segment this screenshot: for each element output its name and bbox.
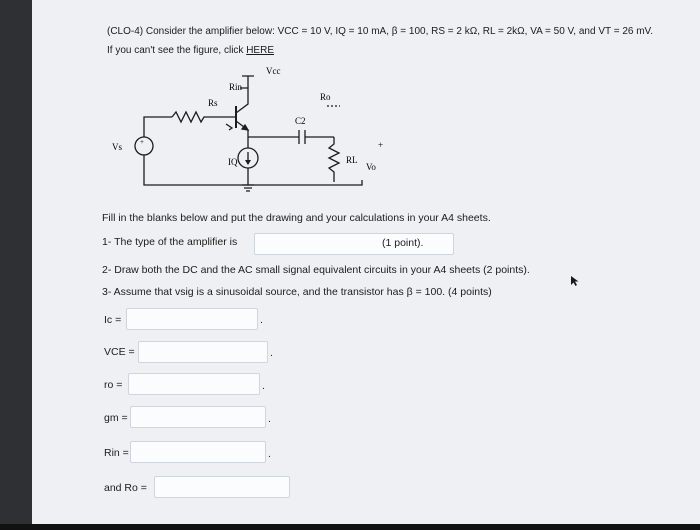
ro-label: Ro xyxy=(320,92,331,102)
ro-field[interactable] xyxy=(128,373,260,395)
vs-label: Vs xyxy=(112,142,123,152)
ic-label: Ic = xyxy=(104,314,122,326)
vce-field[interactable] xyxy=(138,341,268,363)
figure-note-text: If you can't see the figure, click xyxy=(107,45,244,56)
q1-label: 1- The type of the amplifier is xyxy=(102,236,238,248)
vo-plus: + xyxy=(378,140,384,150)
rin-suffix: . xyxy=(268,448,271,460)
vo-label: Vo xyxy=(366,162,376,172)
ic-field[interactable] xyxy=(126,308,258,330)
q3-text: 3- Assume that vsig is a sinusoidal source, and the transistor has β = 100. (4 points) xyxy=(102,286,492,298)
figure-link[interactable]: HERE xyxy=(246,45,274,56)
source-plus: + xyxy=(140,138,144,146)
figure-note xyxy=(107,45,274,56)
q1-points: (1 point). xyxy=(382,237,424,249)
vcc-label: Vcc xyxy=(266,66,281,76)
vce-suffix: . xyxy=(270,347,273,359)
iq-label: IQ xyxy=(228,157,238,167)
rs-label: Rs xyxy=(208,98,218,108)
current-arrow-icon xyxy=(245,160,251,165)
ic-suffix: . xyxy=(260,314,263,326)
gm-suffix: . xyxy=(268,413,271,425)
c2-label: C2 xyxy=(295,116,306,126)
amplifier-circuit xyxy=(102,62,382,196)
rin-field[interactable] xyxy=(130,441,266,463)
q2-text: 2- Draw both the DC and the AC small signal equivalent circuits in your A4 sheets (2 points). xyxy=(102,264,530,276)
mouse-cursor-icon xyxy=(570,275,580,287)
instructions: Fill in the blanks below and put the drawing and your calculations in your A4 sheets. xyxy=(102,212,491,224)
amplifier-type-field[interactable] xyxy=(254,233,454,255)
rin-field-label: Rin = xyxy=(104,447,129,459)
ro-output-label: and Ro = xyxy=(104,482,147,494)
gm-field[interactable] xyxy=(130,406,266,428)
vce-label: VCE = xyxy=(104,346,135,358)
question-sheet xyxy=(32,0,700,524)
rl-label: RL xyxy=(346,155,358,165)
question-header: (CLO-4) Consider the amplifier below: VCC = 10 V, IQ = 10 mA, β = 100, RS = 2 kΩ, RL = 2kΩ, VA = 50 V, and VT = 26 mV. xyxy=(107,26,654,37)
screen-bottom-edge xyxy=(0,524,700,530)
rin-label: Rin xyxy=(229,82,243,92)
ro-suffix: . xyxy=(262,380,265,392)
gm-label: gm = xyxy=(104,412,128,424)
ro-field-label: ro = xyxy=(104,379,123,391)
ro-output-field[interactable] xyxy=(154,476,290,498)
